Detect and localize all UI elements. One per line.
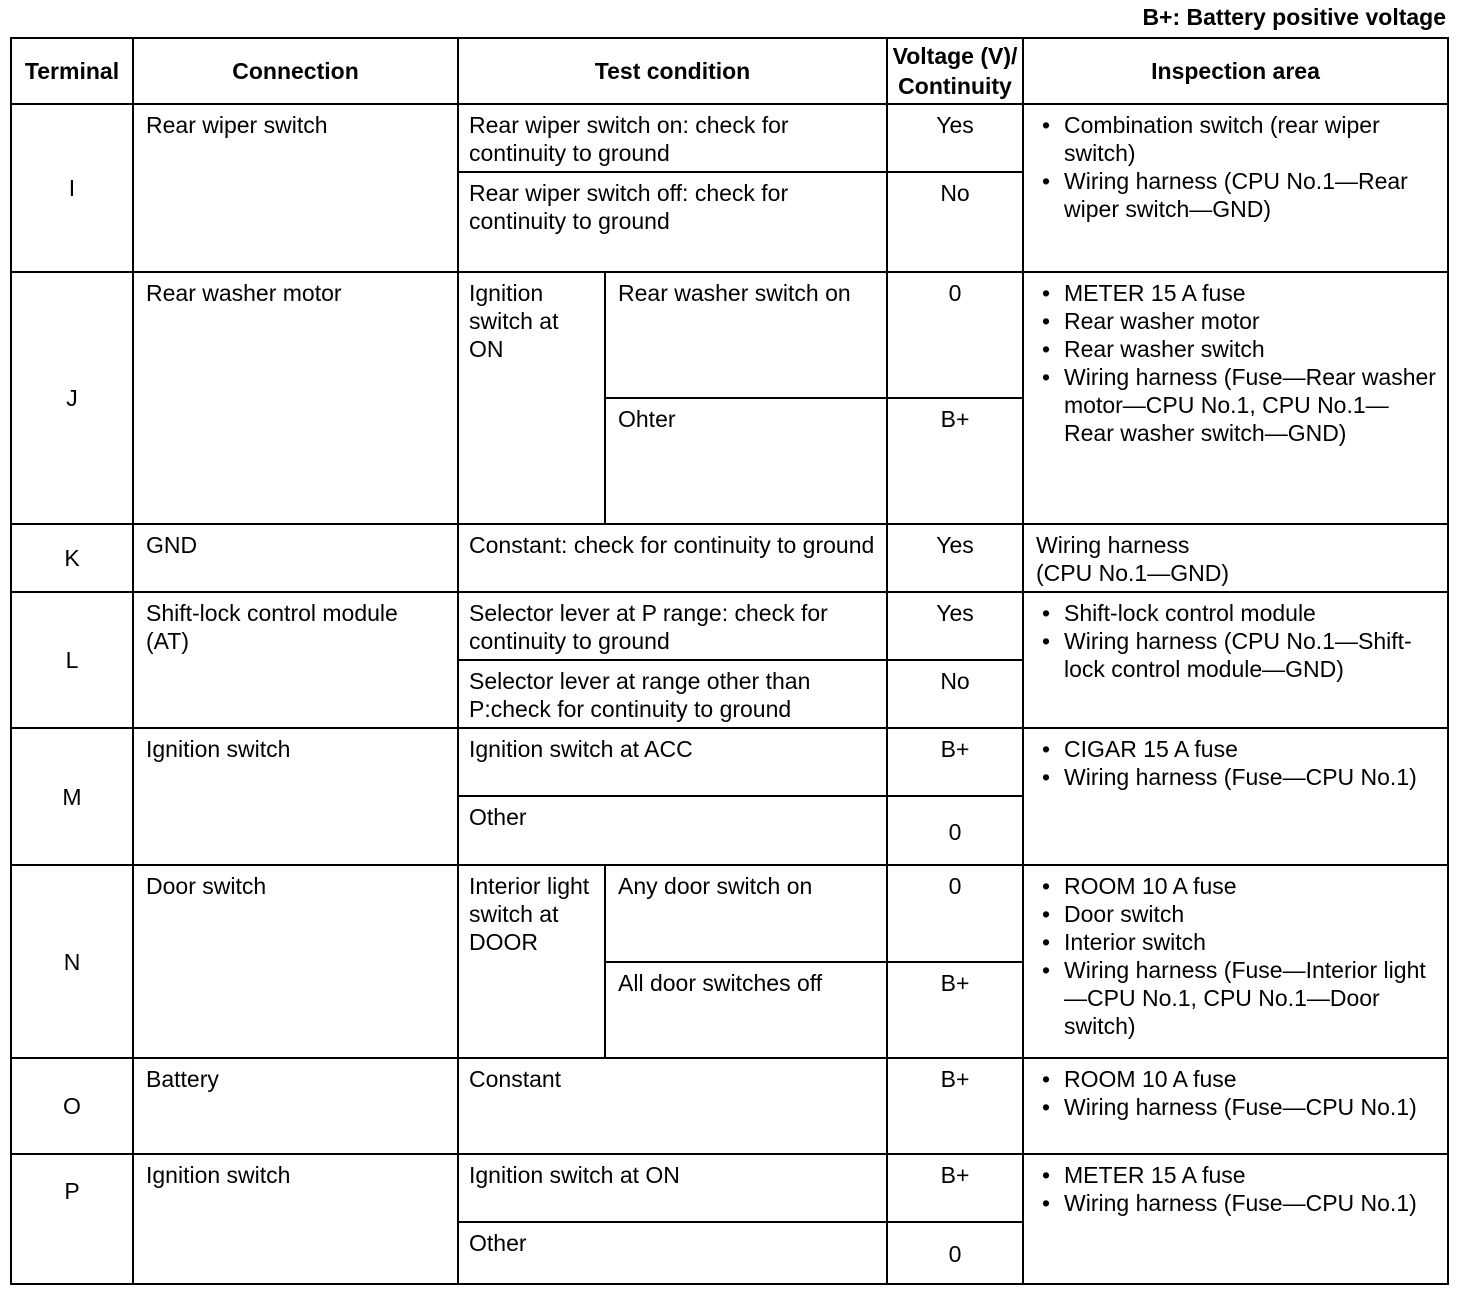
table-row [11,524,1448,592]
inspection-text: Wiring harness [1036,532,1190,558]
test-condition-cell: Other [458,1222,887,1284]
value-cell: B+ [887,728,1023,796]
test-condition-cell: Selector lever at range other than P:check for continuity to ground [458,660,887,728]
inspection-cell [1023,272,1448,524]
inspection-item: • CIGAR 15 A fuse [1064,735,1437,763]
value-cell: Yes [887,524,1023,592]
connection-cell: Ignition switch [133,728,458,865]
table-row [11,728,1448,796]
value-cell: No [887,172,1023,272]
terminal-inspection-table [10,37,1449,1285]
inspection-item: • Rear washer motor [1064,307,1437,335]
terminal-cell: P [11,1154,133,1284]
inspection-area-header: Inspection area [1023,38,1448,104]
condition-group-cell: Ignition switch at ON [458,272,605,524]
inspection-cell [1023,524,1448,592]
inspection-item: • METER 15 A fuse [1064,279,1437,307]
inspection-cell [1023,104,1448,272]
inspection-item: • ROOM 10 A fuse [1064,872,1437,900]
connection-cell: Ignition switch [133,1154,458,1284]
value-cell: No [887,660,1023,728]
test-condition-cell: Selector lever at P range: check for continuity to ground [458,592,887,660]
connection-cell: Shift-lock control module (AT) [133,592,458,728]
value-cell: B+ [887,398,1023,524]
test-condition-cell: Ignition switch at ON [458,1154,887,1222]
terminal-cell: J [11,272,133,524]
table-row [11,865,1448,962]
inspection-cell [1023,1058,1448,1154]
terminal-cell: M [11,728,133,865]
inspection-item: • Wiring harness (CPU No.1—Shift-lock control module—GND) [1064,627,1437,683]
value-cell: 0 [887,796,1023,865]
connection-cell: Rear washer motor [133,272,458,524]
connection-cell: Rear wiper switch [133,104,458,272]
value-cell: 0 [887,865,1023,962]
inspection-item: • Rear washer switch [1064,335,1437,363]
value-cell: 0 [887,272,1023,398]
voltage-continuity-header: Voltage (V)/ Continuity [887,38,1023,104]
battery-voltage-note: B+: Battery positive voltage [1142,4,1446,30]
inspection-item: • Wiring harness (Fuse—CPU No.1) [1064,1189,1437,1217]
test-condition-cell: Ohter [605,398,887,524]
connection-cell: Battery [133,1058,458,1154]
value-cell: B+ [887,1154,1023,1222]
inspection-item: • Door switch [1064,900,1437,928]
terminal-cell: N [11,865,133,1058]
test-condition-cell: Any door switch on [605,865,887,962]
inspection-item: • Wiring harness (Fuse—CPU No.1) [1064,1093,1437,1121]
value-cell: B+ [887,1058,1023,1154]
terminal-cell: K [11,524,133,592]
inspection-item: • Combination switch (rear wiper switch) [1064,111,1437,167]
test-condition-cell: Other [458,796,887,865]
value-cell: Yes [887,104,1023,172]
value-cell: B+ [887,962,1023,1058]
connection-cell: Door switch [133,865,458,1058]
inspection-item: • Wiring harness (CPU No.1—Rear wiper switch—GND) [1064,167,1437,223]
connection-cell: GND [133,524,458,592]
inspection-item: • Shift-lock control module [1064,599,1437,627]
inspection-cell [1023,592,1448,728]
inspection-item: • METER 15 A fuse [1064,1161,1437,1189]
test-condition-header: Test condition [458,38,887,104]
test-condition-cell: Constant: check for continuity to ground [458,524,887,592]
table-row [11,592,1448,660]
inspection-item: • Wiring harness (Fuse—Rear washer motor—CPU No.1, CPU No.1—Rear washer switch—GND) [1064,363,1437,447]
terminal-header: Terminal [11,38,133,104]
header-row [11,38,1448,104]
table-row [11,1154,1448,1222]
inspection-item: • Wiring harness (Fuse—CPU No.1) [1064,763,1437,791]
inspection-item: • Interior switch [1064,928,1437,956]
inspection-item: • ROOM 10 A fuse [1064,1065,1437,1093]
value-cell: 0 [887,1222,1023,1284]
table-row [11,1058,1448,1154]
test-condition-cell: Rear wiper switch on: check for continuity to ground [458,104,887,172]
test-condition-cell: Rear wiper switch off: check for continuity to ground [458,172,887,272]
condition-group-cell: Interior light switch at DOOR [458,865,605,1058]
test-condition-cell: All door switches off [605,962,887,1058]
inspection-cell [1023,865,1448,1058]
test-condition-cell: Ignition switch at ACC [458,728,887,796]
test-condition-cell: Constant [458,1058,887,1154]
terminal-cell: O [11,1058,133,1154]
inspection-text: (CPU No.1—GND) [1036,560,1229,586]
table-row [11,272,1448,398]
table-row [11,104,1448,172]
terminal-cell: I [11,104,133,272]
value-cell: Yes [887,592,1023,660]
test-condition-cell: Rear washer switch on [605,272,887,398]
inspection-item: • Wiring harness (Fuse—Interior light—CPU No.1, CPU No.1—Door switch) [1064,956,1437,1040]
inspection-cell [1023,1154,1448,1284]
terminal-cell: L [11,592,133,728]
inspection-cell [1023,728,1448,865]
connection-header: Connection [133,38,458,104]
